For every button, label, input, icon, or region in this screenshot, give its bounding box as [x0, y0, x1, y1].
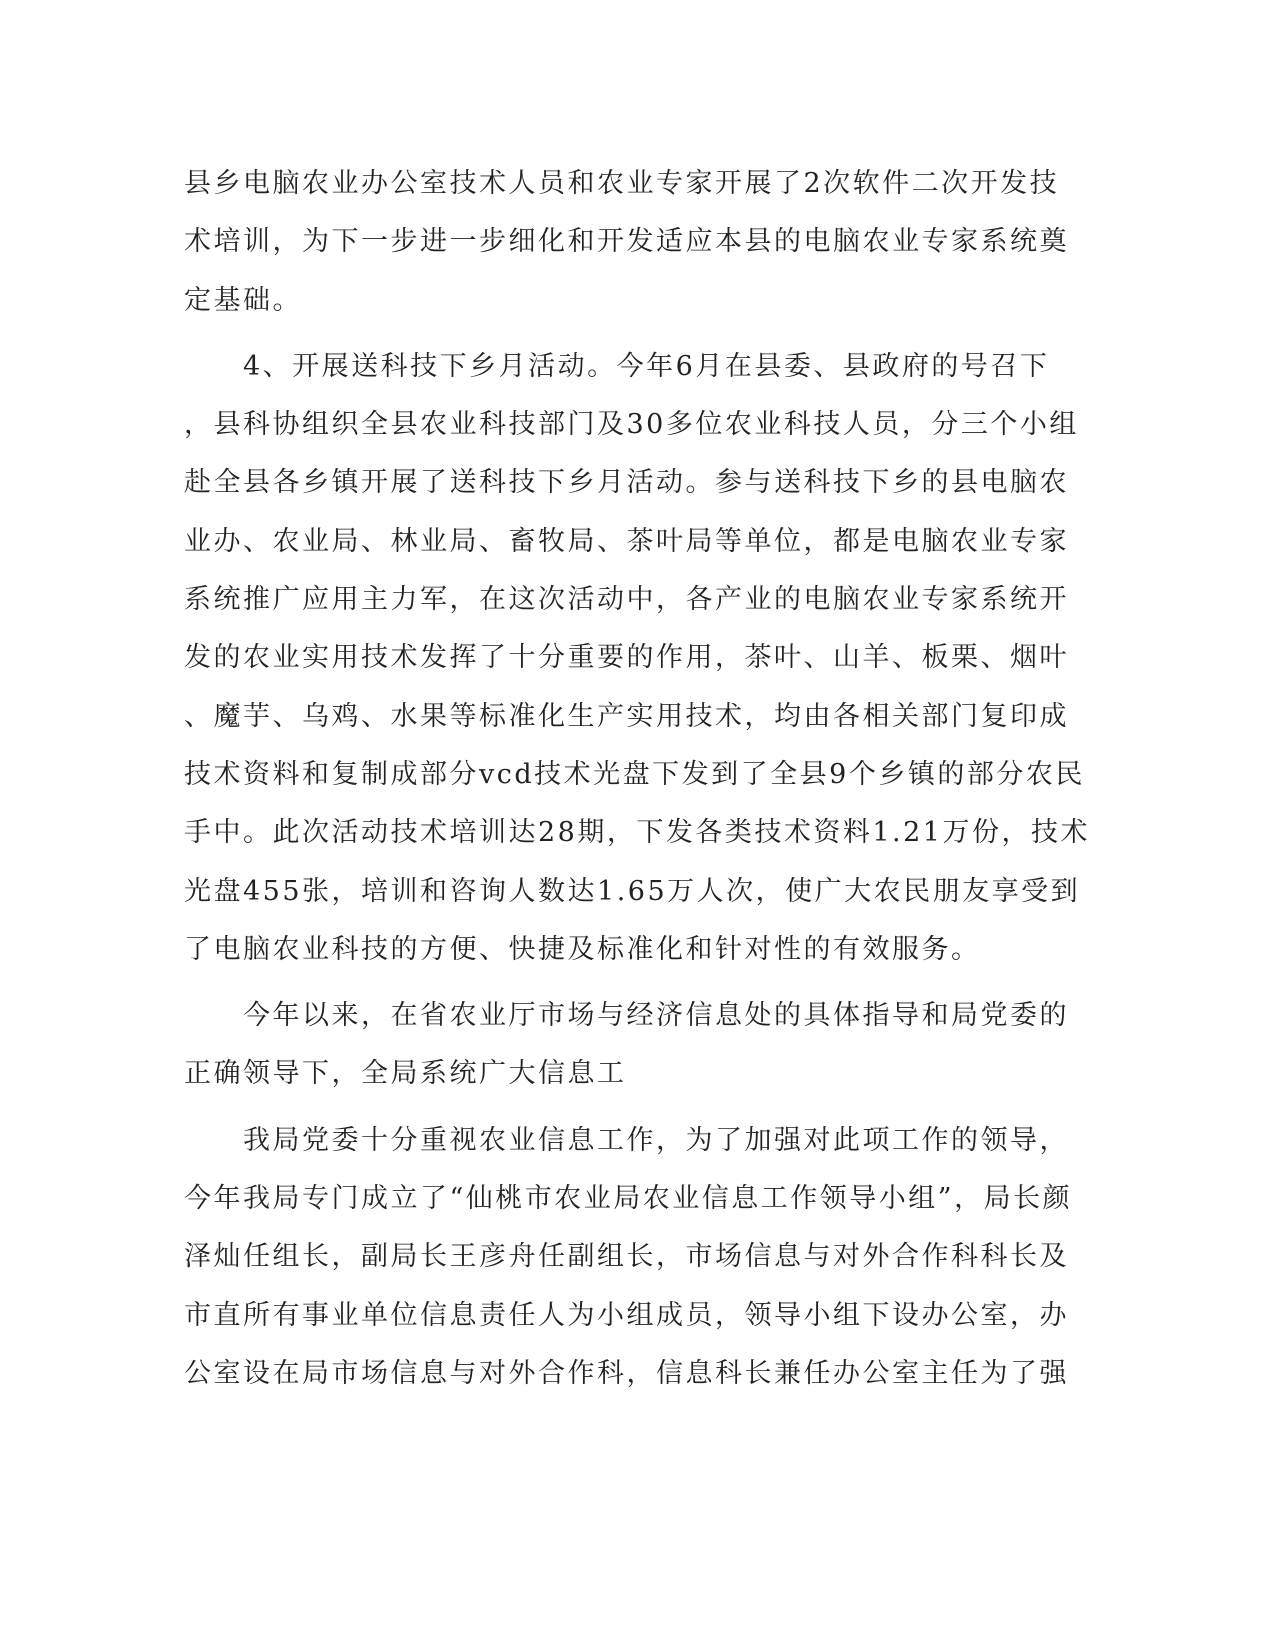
paragraph — [184, 338, 1090, 979]
text-line: 技术资料和复制成部分vcd技术光盘下发到了全县9个乡镇的部分农民 — [184, 758, 1085, 790]
text-line: 正确领导下，全局系统广大信息工 — [184, 1058, 627, 1090]
document-body — [184, 155, 1090, 1403]
text-line: 发的农业实用技术发挥了十分重要的作用，茶叶、山羊、板栗、烟叶 — [184, 642, 1069, 674]
text-line: 今年以来，在省农业厅市场与经济信息处的具体指导和局党委的 — [184, 1000, 1069, 1032]
paragraph-spacer — [184, 330, 1084, 338]
text-line: 光盘455张，培训和咨询人数达1.65万人次，使广大农民朋友享受到 — [184, 875, 1081, 907]
text-line: 系统推广应用主力军，在这次活动中，各产业的电脑农业专家系统开 — [184, 584, 1069, 616]
text-line: 业办、农业局、林业局、畜牧局、茶叶局等单位，都是电脑农业专家 — [184, 525, 1069, 557]
text-line: 4、开展送科技下乡月活动。今年6月在县委、县政府的号召下 — [184, 350, 1050, 382]
text-line: ，县科协组织全县农业科技部门及30多位农业科技人员，分三个小组 — [184, 409, 1079, 441]
text-line: 我局党委十分重视农业信息工作，为了加强对此项工作的领导， — [184, 1124, 1069, 1156]
text-line: 赴全县各乡镇开展了送科技下乡月活动。参与送科技下乡的县电脑农 — [184, 467, 1069, 499]
text-line: 术培训，为下一步进一步细化和开发适应本县的电脑农业专家系统奠 — [184, 226, 1069, 258]
text-line: 定基础。 — [184, 284, 302, 316]
text-line: 泽灿任组长，副局长王彦舟任副组长，市场信息与对外合作科科长及 — [184, 1241, 1069, 1273]
paragraph — [184, 1112, 1084, 1403]
text-line: 、魔芋、乌鸡、水果等标准化生产实用技术，均由各相关部门复印成 — [184, 700, 1069, 732]
text-line: 县乡电脑农业办公室技术人员和农业专家开展了2次软件二次开发技 — [184, 168, 1060, 199]
text-line: 了电脑农业科技的方便、快捷及标准化和针对性的有效服务。 — [184, 933, 981, 965]
paragraph-spacer — [184, 1104, 1084, 1112]
paragraph — [184, 155, 1084, 330]
paragraph-spacer — [184, 979, 1084, 987]
text-line: 今年我局专门成立了“仙桃市农业局农业信息工作领导小组”，局长颜 — [184, 1183, 1073, 1215]
paragraph — [184, 987, 1084, 1104]
text-line: 市直所有事业单位信息责任人为小组成员，领导小组下设办公室，办 — [184, 1299, 1069, 1331]
text-line: 公室设在局市场信息与对外合作科，信息科长兼任办公室主任为了强 — [184, 1357, 1069, 1389]
text-line: 手中。此次活动技术培训达28期，下发各类技术资料1.21万份，技术 — [184, 817, 1090, 849]
